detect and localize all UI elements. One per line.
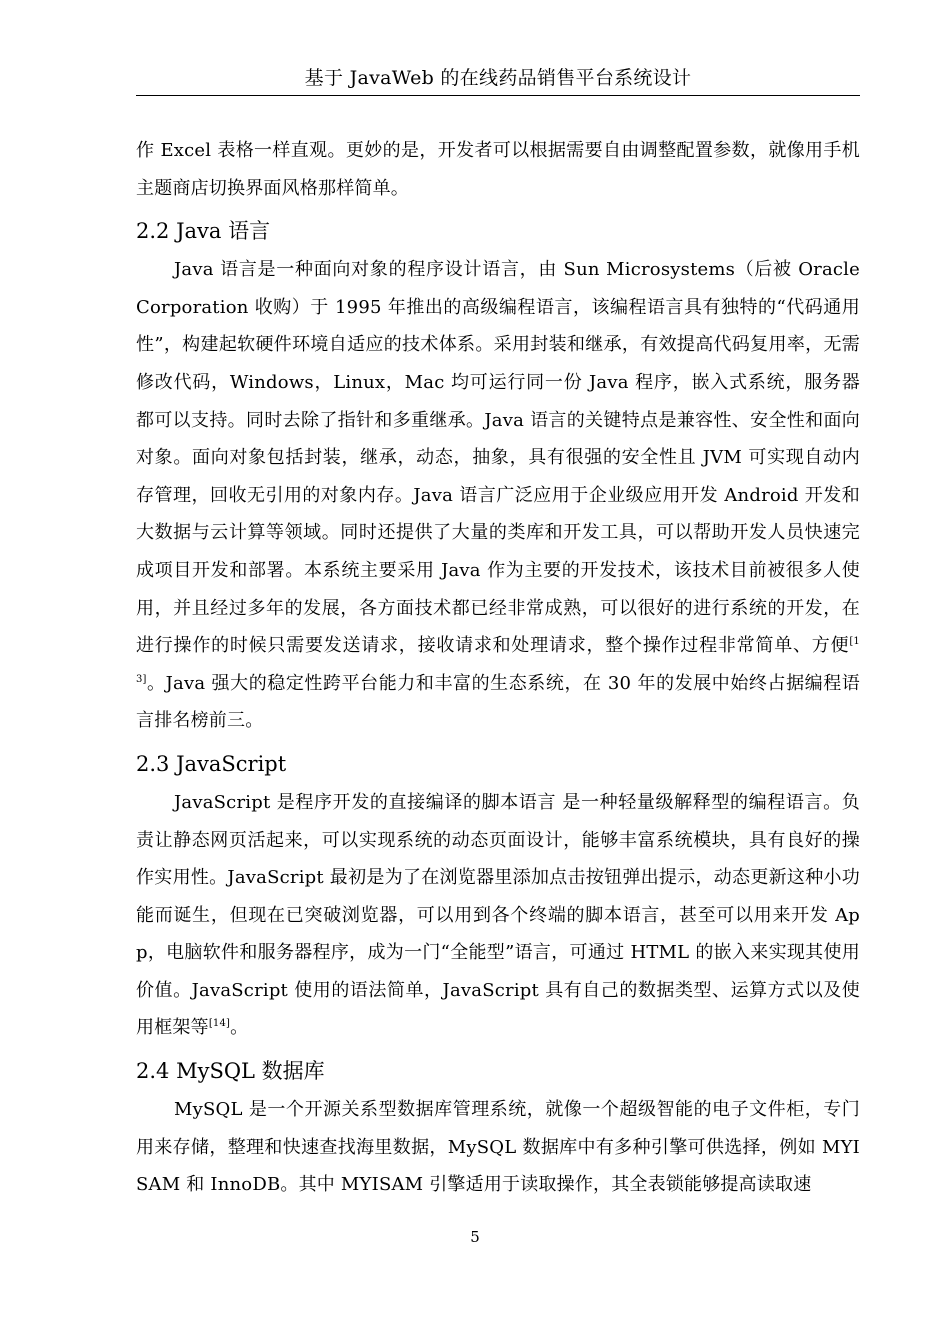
paragraph-java-text-end: 。Java 强大的稳定性跨平台能力和丰富的生态系统，在 30 年的发展中始终占据编程语言排名榜前三。: [136, 672, 860, 732]
paragraph-javascript: [136, 784, 860, 1047]
citation-13: [13]: [136, 636, 860, 685]
paragraph-java-text: Java 语言是一种面向对象的程序设计语言，由 Sun Microsystems（后被 Oracle Corporation 收购）于 1995 年推出的高级编程语言，该编程语言具有独特的“代码通用性”，构建起软硬件环境自适应的技术体系。采用封装和继承，有效提高代码复用率，无需修改代码，Windows，Linux，Mac 均可运行同一份 Java 程序，嵌入式系统，服务器都可以支持。同时去除了指针和多重继承。Java 语言的关键特点是兼容性、安全性和面向对象。面向对象包括封装，继承，动态，抽象，具有很强的安全性且 JVM 可实现自动内存管理，回收无引用的对象内存。Java 语言广泛应用于企业级应用开发 Android 开发和大数据与云计算等领域。同时还提供了大量的类库和开发工具，可以帮助开发人员快速完成项目开发和部署。本系统主要采用 Java 作为主要的开发技术，该技术目前被很多人使用，并且经过多年的发展，各方面技术都已经非常成熟，可以很好的进行系统的开发，在进行操作的时候只需要发送请求，接收请求和处理请求，整个操作过程非常简单、方便: [136, 259, 860, 657]
intro-paragraph: 作 Excel 表格一样直观。更妙的是，开发者可以根据需要自由调整配置参数，就像用手机主题商店切换界面风格那样简单。: [136, 140, 860, 199]
paragraph-javascript-text: JavaScript 是程序开发的直接编译的脚本语言 是一种轻量级解释型的编程语言。负责让静态网页活起来，可以实现系统的动态页面设计，能够丰富系统模块，具有良好的操作实用性。JavaScript 最初是为了在浏览器里添加点击按钮弹出提示，动态更新这种小功能而诞生，但现在已突破浏览器，可以用到各个终端的脚本语言，甚至可以用来开发 App，电脑软件和服务器程序，成为一门“全能型”语言，可通过 HTML 的嵌入来实现其使用价值。JavaScript 使用的语法简单，JavaScript 具有自己的数据类型、运算方式以及使用框架等: [136, 791, 860, 1039]
header-rule: [136, 95, 860, 96]
citation-14: [14]: [208, 1018, 231, 1030]
paragraph-mysql: MySQL 是一个开源关系型数据库管理系统，就像一个超级智能的电子文件柜，专门用来存储，整理和快速查找海里数据，MySQL 数据库中有多种引擎可供选择，例如 MYISAM 和 InnoDB。其中 MYISAM 引擎适用于读取操作，其全表锁能够提高读取速: [136, 1099, 860, 1196]
section-heading-java: 2.2 Java 语言: [136, 219, 271, 244]
section-heading-mysql: 2.4 MySQL 数据库: [136, 1059, 325, 1084]
body-content: [136, 132, 860, 1204]
section-heading-javascript: 2.3 JavaScript: [136, 751, 287, 776]
running-header: 基于 JavaWeb 的在线药品销售平台系统设计: [304, 67, 692, 89]
paragraph-java: [136, 251, 860, 740]
paragraph-javascript-text-end: 。: [230, 1017, 249, 1039]
page-number: 5: [470, 1228, 480, 1246]
